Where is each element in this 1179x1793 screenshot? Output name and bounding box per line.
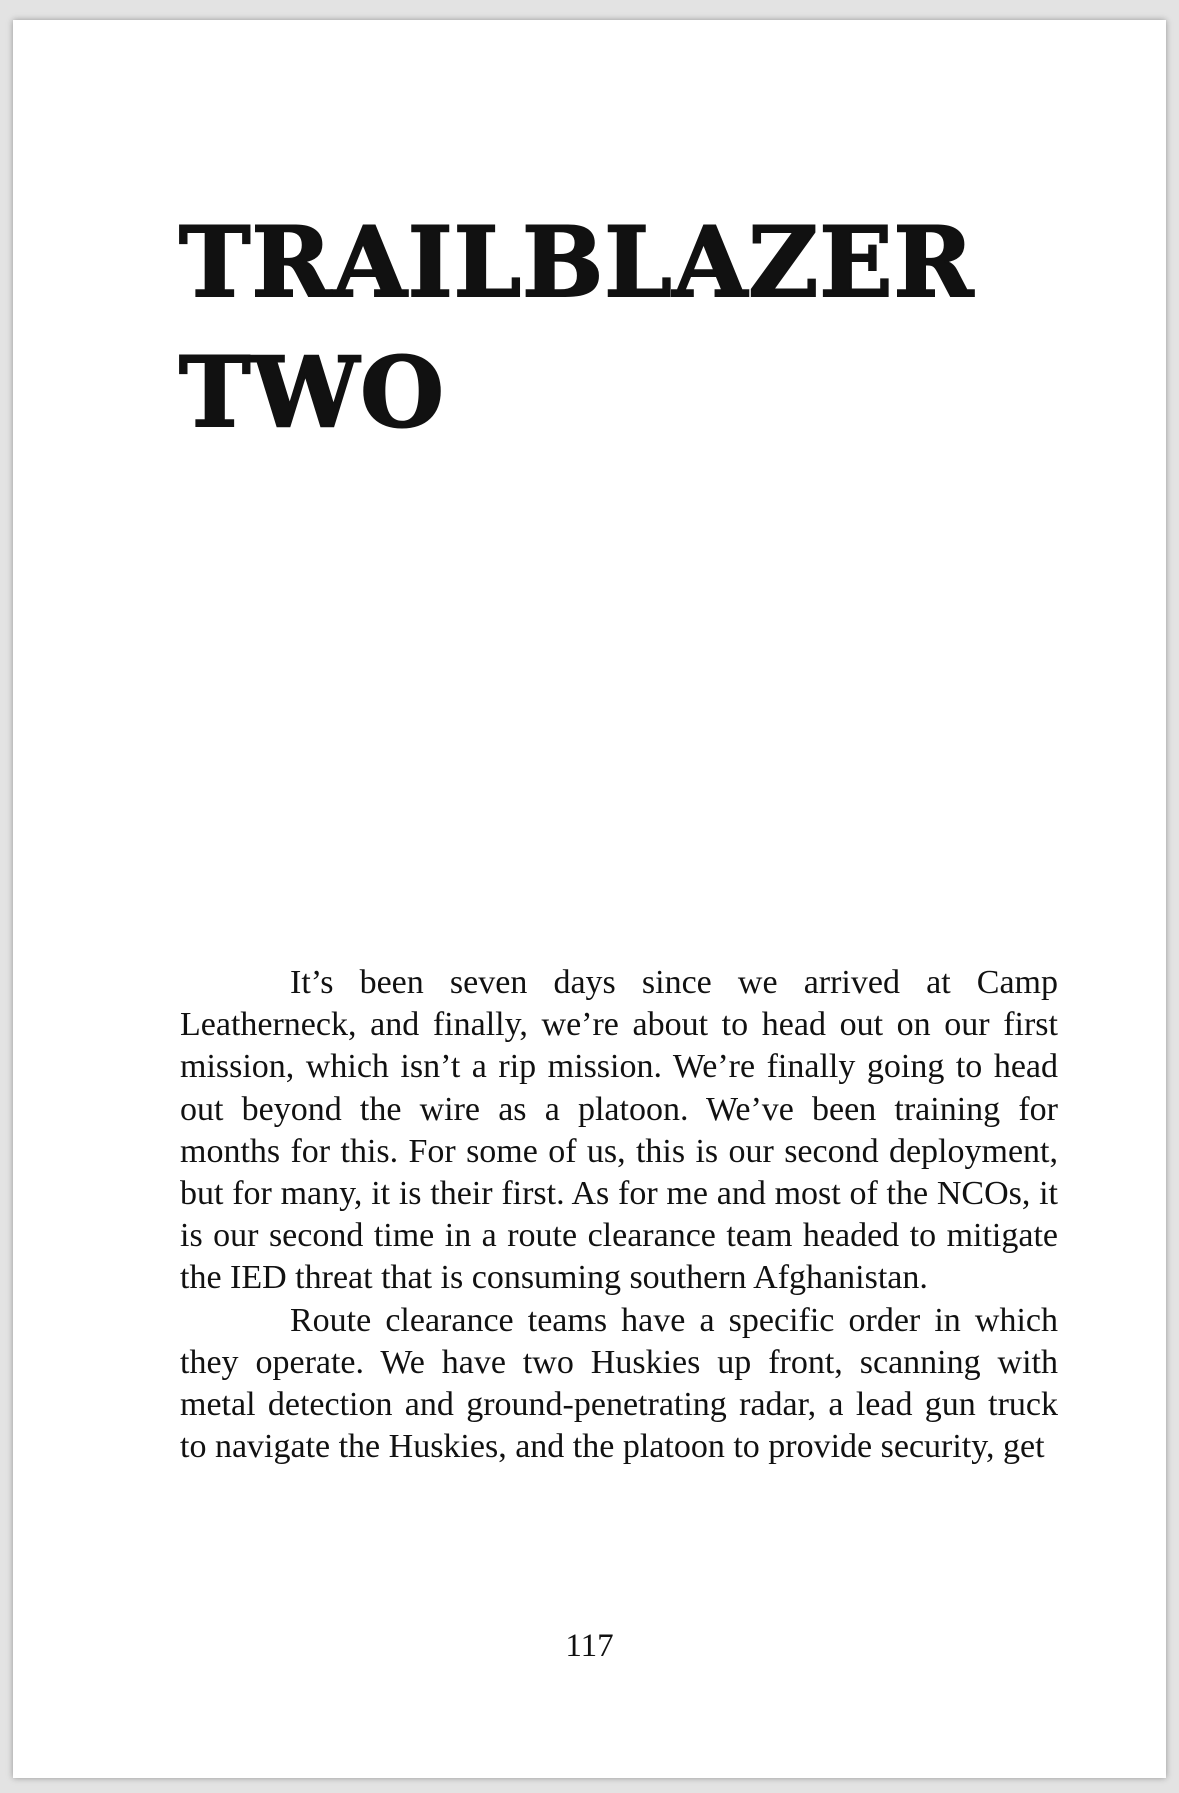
chapter-title-line-1: TRAILBLAZER	[179, 206, 975, 319]
body-text	[180, 962, 1058, 1468]
book-page	[13, 20, 1166, 1778]
paragraph-2: Route clearance teams have a specific order in which they operate. We have two Huskies up front, scanning with metal detection and ground-penetrating radar, a lead gun truck to navigate the Huskies, and the platoon to provide security, get	[180, 1301, 1058, 1466]
chapter-title-line-2: TWO	[179, 336, 445, 449]
chapter-title	[179, 198, 974, 458]
page-number: 117	[565, 1628, 614, 1664]
paragraph-1: It’s been seven days since we arrived at Camp Leatherneck, and finally, we’re about to head out on our first mission, which isn’t a rip mission. We’re finally going to head out beyond the wire as a platoon. We’ve been training for months for this. For some of us, this is our second deployment, but for many, it is their first. As for me and most of the NCOs, it is our second time in a route clearance team headed to mitigate the IED threat that is consuming southern Afghanistan.	[180, 964, 1058, 1297]
